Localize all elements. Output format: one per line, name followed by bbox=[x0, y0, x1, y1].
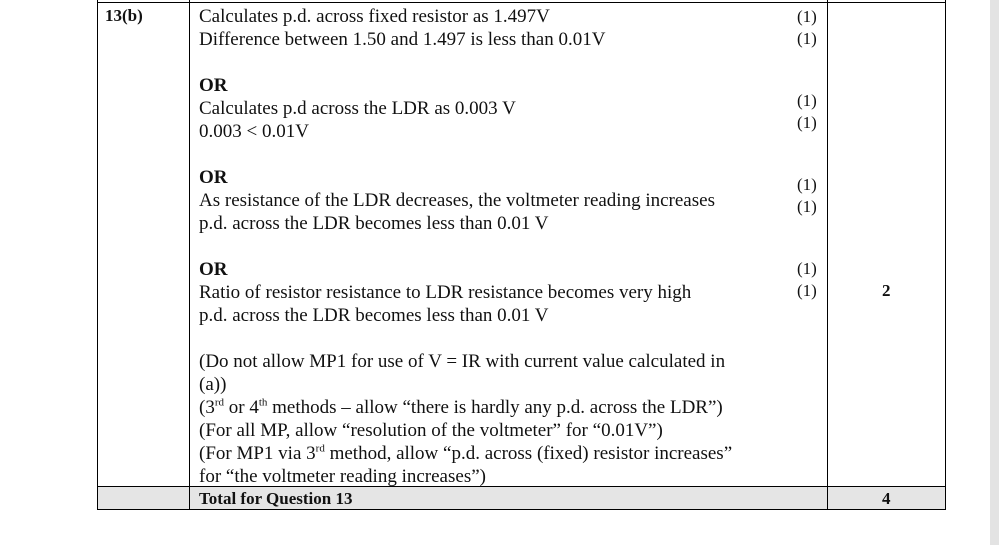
table-left-border bbox=[97, 0, 98, 510]
guidance-note-1-cont: (a)) bbox=[199, 374, 227, 395]
or-label: OR bbox=[199, 259, 228, 280]
table-right-border bbox=[945, 0, 946, 510]
mark: (1) bbox=[797, 29, 817, 48]
or-label: OR bbox=[199, 75, 228, 96]
guidance-note-4: (For MP1 via 3rd method, allow “p.d. across (fixed) resistor increases” bbox=[199, 442, 733, 464]
guidance-note-2: (3rd or 4th methods – allow “there is hardly any p.d. across the LDR”) bbox=[199, 396, 723, 418]
answer-line-8: p.d. across the LDR becomes less than 0.01 V bbox=[199, 305, 549, 326]
mark: (1) bbox=[797, 259, 817, 278]
table-bottom-border bbox=[97, 509, 946, 510]
answer-line-7: Ratio of resistor resistance to LDR resistance becomes very high bbox=[199, 282, 692, 303]
total-value: 4 bbox=[882, 489, 891, 508]
answer-line-5: As resistance of the LDR decreases, the voltmeter reading increases bbox=[199, 190, 715, 211]
question-number: 13(b) bbox=[105, 6, 143, 25]
mark: (1) bbox=[797, 281, 817, 300]
question-mark-total: 2 bbox=[882, 281, 891, 300]
or-label: OR bbox=[199, 167, 228, 188]
table-top-border bbox=[97, 2, 946, 3]
page-edge-strip bbox=[990, 0, 999, 545]
mark: (1) bbox=[797, 113, 817, 132]
mark: (1) bbox=[797, 7, 817, 26]
column-divider-1 bbox=[189, 0, 190, 510]
mark: (1) bbox=[797, 175, 817, 194]
guidance-note-3: (For all MP, allow “resolution of the voltmeter” for “0.01V”) bbox=[199, 420, 663, 441]
guidance-note-1: (Do not allow MP1 for use of V = IR with current value calculated in bbox=[199, 351, 726, 372]
mark: (1) bbox=[797, 197, 817, 216]
answer-line-6: p.d. across the LDR becomes less than 0.01 V bbox=[199, 213, 549, 234]
mark: (1) bbox=[797, 91, 817, 110]
answer-line-1: Calculates p.d. across fixed resistor as 1.497V bbox=[199, 6, 550, 27]
answer-line-4: 0.003 < 0.01V bbox=[199, 121, 309, 142]
guidance-note-4-cont: for “the voltmeter reading increases”) bbox=[199, 466, 486, 487]
answer-line-2: Difference between 1.50 and 1.497 is less than 0.01V bbox=[199, 29, 606, 50]
column-divider-2 bbox=[827, 0, 828, 510]
total-label: Total for Question 13 bbox=[199, 489, 353, 508]
answer-line-3: Calculates p.d across the LDR as 0.003 V bbox=[199, 98, 516, 119]
